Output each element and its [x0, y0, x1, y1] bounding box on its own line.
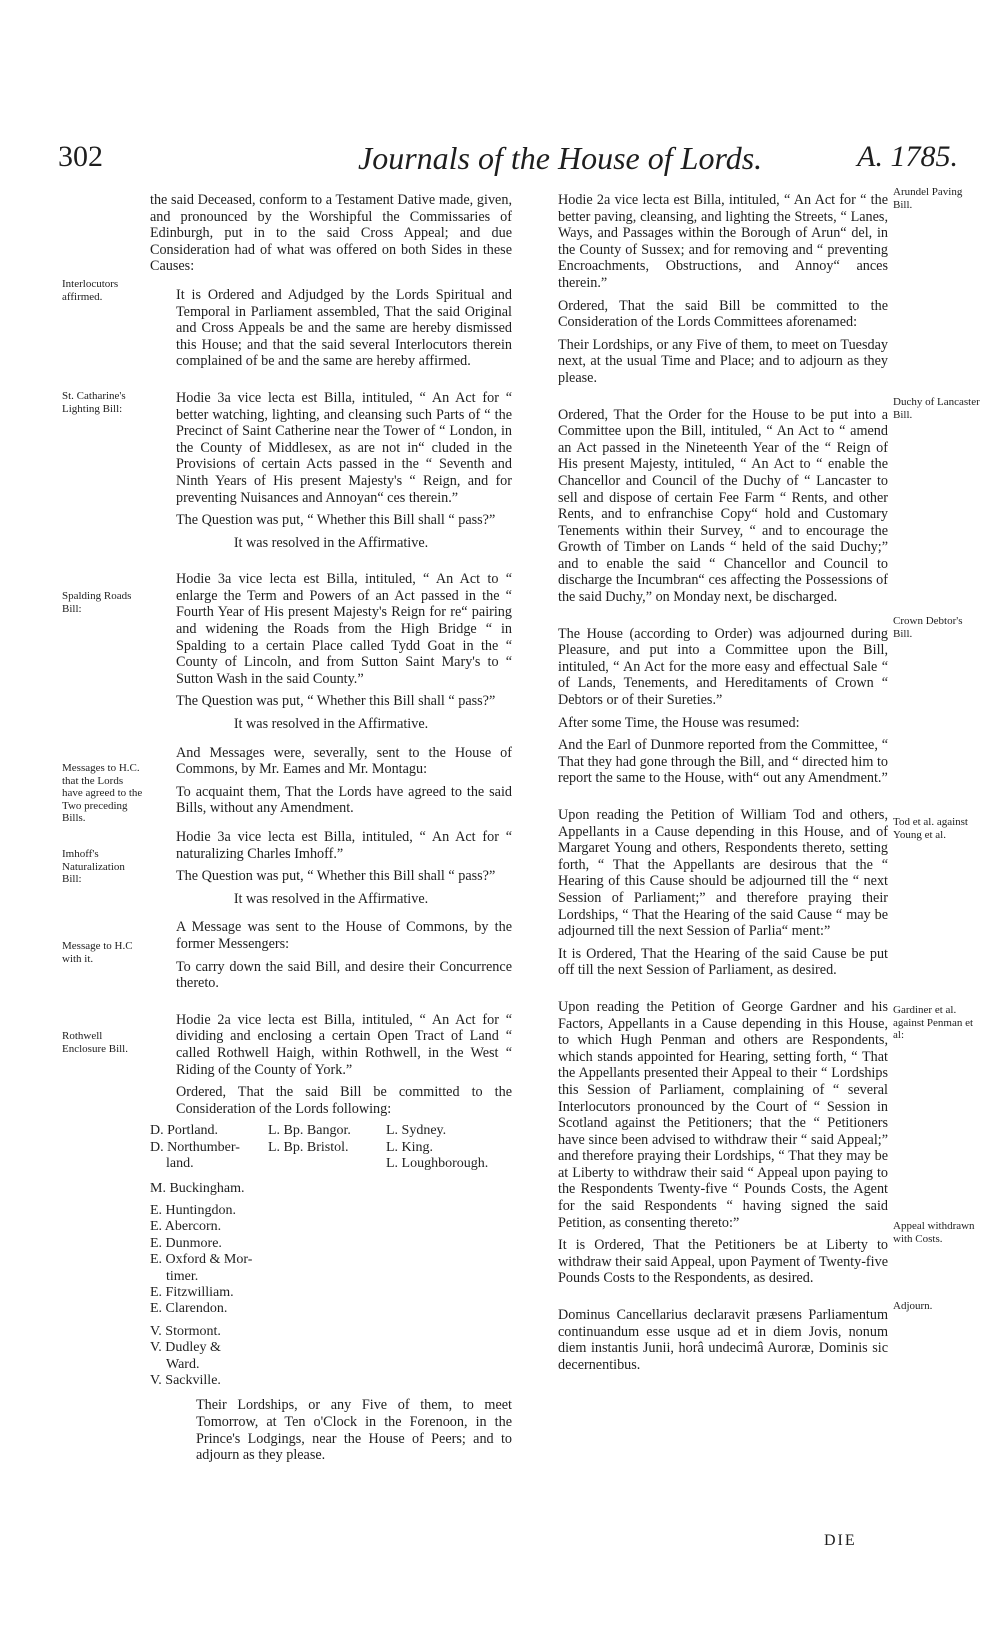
margin-note: Tod et al. against Young et al. [893, 816, 968, 841]
margin-note: Spalding Roads Bill: [62, 590, 132, 615]
lord-name: L. Bp. Bristol. [268, 1139, 349, 1155]
lord-name: E. Oxford & Mor- [150, 1252, 253, 1268]
paragraph: Their Lordships, or any Five of them, to meet Tomorrow, at Ten o'Clock in the Forenoon, in the Prince's Lodgings, near the House of Peers; and to adjourn as they please. [196, 1397, 512, 1464]
lord-name: timer. [166, 1268, 199, 1284]
lord-name: V. Dudley & [150, 1340, 221, 1356]
lord-name: L. Loughborough. [386, 1156, 489, 1172]
lord-name: L. King. [386, 1139, 434, 1155]
lord-name: D. Portland. [150, 1123, 219, 1139]
bill-reading: Hodie 3a vice lecta est Billa, intituled, “ An Act to “ enlarge the Term and Powers of an Act passed in the “ Fourth Year of His present Majesty's Reign for re“ pairing and widening the Roads from the High Bridge “ in Spalding to a certain Place called Tydd Goat in the “ County of Lincoln, and from Sutton Saint Mary's to “ Sutton Wash in the said County.” [176, 571, 512, 687]
lord-name: Ward. [166, 1356, 200, 1372]
bill-reading: Hodie 2a vice lecta est Billa, intituled, “ An Act for “ dividing and enclosing a certain Open Tract of Land “ called Rothwell Haigh, within Rothwell, in the West “ Riding of the County of York.” [176, 1011, 512, 1078]
lords-col-3 [386, 1123, 504, 1172]
margin-note: Imhoff's Naturalization Bill: [62, 848, 125, 885]
resolution-line: It was resolved in the Affirmative. [233, 534, 429, 551]
lord-name: E. Clarendon. [150, 1301, 228, 1317]
right-column [532, 192, 888, 1379]
bill-reading: Hodie 3a vice lecta est Billa, intituled, “ An Act for “ naturalizing Charles Imhoff.” [176, 829, 512, 862]
lord-name: E. Fitzwilliam. [150, 1284, 234, 1300]
lords-col-2 [268, 1123, 386, 1172]
petition-paragraph: Upon reading the Petition of George Gardner and his Factors, Appellants in a Cause depending in this House, to which Hugh Penman and others are Respondents, which stands appointed for Hearing, setting forth, “ That the Appellants presented their Appeal to their “ Lordships this Session of Parliament, complaining of “ several Interlocutors pronounced by the Court of “ Session in Scotland against the Petitioners; that the “ Petitioners have since been advised to withdraw their “ said Appeal;” and therefore praying their Lordships, “ That they may be at Liberty to withdraw their said “ Appeal upon paying to the Respondents Twenty-five “ Pounds Costs, the Agent for the said Respondents “ having signed the said Petition, as consenting thereto:” [558, 998, 888, 1231]
margin-note: Arundel Paving Bill. [893, 186, 963, 211]
margin-note: Duchy of Lancaster Bill. [893, 396, 980, 421]
bill-reading: Hodie 3a vice lecta est Billa, intituled, “ An Act for “ better watching, lighting, and cleansing such Parts of “ the Precinct of Saint Catherine near the Tower of “ London, in the County of Middlesex, as are not in“ cluded in the Provisions of certain Acts passed in the “ Seventh and Ninth Years of His present Majesty's “ Reign, and for preventing Nuisances and Annoyan“ ces therein.” [176, 389, 512, 506]
order-paragraph: It is Ordered, That the Petitioners be at Liberty to withdraw their said Appeal, upon Payment of Twenty-five Pounds Costs to the Respondents, as desired. [558, 1237, 888, 1287]
lord-name: V. Stormont. [150, 1323, 221, 1339]
paragraph: the said Deceased, conform to a Testament Dative made, given, and pronounced by the Worshipful the Commissaries of Edinburgh, put in to the said Cross Appeal; and due Consideration had of what was offered on both Sides in these Causes: [150, 192, 512, 275]
lords-committee-grid [150, 1123, 512, 1172]
year-label: A. 1785. [857, 140, 958, 173]
paragraph: The House (according to Order) was adjourned during Pleasure, and put into a Committee upon the Bill, intituled, “ An Act for the more easy and effectual Sale “ of Lands, Tenements, and Hereditaments of Crown “ Debtors or of their Sureties.” [558, 625, 888, 709]
paragraph: To acquaint them, That the Lords have agreed to the said Bills, without any Amendment. [176, 783, 512, 817]
paragraph: And the Earl of Dunmore reported from the Committee, “ That they had gone through the Bill, and “ directed him to report the same to the House, with“ out any Amendment.” [558, 737, 888, 787]
margin-note: Adjourn. [893, 1300, 933, 1312]
lord-name: E. Dunmore. [150, 1235, 222, 1251]
resolution-line: It was resolved in the Affirmative. [233, 890, 429, 907]
lord-name: V. Sackville. [150, 1373, 221, 1388]
margin-note: Messages to H.C. that the Lords have agreed to the Two preceding Bills. [62, 762, 143, 824]
order-paragraph: It is Ordered, That the Hearing of the said Cause be put off till the next Session of Parliament, as desired. [558, 945, 888, 979]
order-paragraph: Ordered, That the said Bill be committed to the Consideration of the Lords following: [176, 1084, 512, 1117]
lord-name: E. Abercorn. [150, 1219, 222, 1235]
paragraph: After some Time, the House was resumed: [558, 714, 800, 731]
paragraph: A Message was sent to the House of Commons, by the former Messengers: [176, 919, 512, 952]
bill-reading: Hodie 2a vice lecta est Billa, intituled, “ An Act for “ the better paving, cleansing, and lighting the Streets, “ Lanes, Ways, and Passages within the Borough of Arun“ del, in the County of Sussex; and for removing and “ preventing Encroachments, Obstructions, and Annoy“ ances therein.” [558, 192, 888, 291]
order-paragraph: Ordered, That the Order for the House to be put into a Committee upon the Bill, intituled, “ An Act to “ amend an Act passed in the Nineteenth Year of the “ Reign of His present Majesty, intituled, “ An Act to “ enable the Chancellor and Council of the Duchy of “ Lancaster to sell and dispose of certain Fee Farm “ Rents, and other Rents, and to enfranchise Copy“ hold and Customary Tenements within their Survey, “ and to encourage the Growth of Timber on Lands “ held of the said Duchy;” and to enable the said “ Chancellor and Council to discharge the Incumbran“ ces affecting the Possessions of the said Duchy,” on Monday next, be discharged. [558, 406, 888, 606]
question-line: The Question was put, “ Whether this Bill shall “ pass?” [176, 868, 496, 885]
lord-name: land. [166, 1156, 194, 1172]
paragraph: It is Ordered and Adjudged by the Lords Spiritual and Temporal in Parliament assembled, That the said Original and Cross Appeals be and the same are hereby dismissed this House; and that the said several Interlocutors therein complained of be and the same are hereby affirmed. [176, 286, 512, 370]
journal-title: Journals of the House of Lords. [358, 140, 763, 176]
margin-note: Rothwell Enclosure Bill. [62, 1030, 128, 1055]
margin-note: Gardiner et al. against Penman et al: [893, 1004, 974, 1041]
paragraph: And Messages were, severally, sent to the House of Commons, by Mr. Eames and Mr. Montagu: [176, 744, 512, 778]
lords-col-1 [150, 1123, 268, 1172]
left-column [150, 192, 512, 1470]
page-header [58, 140, 958, 186]
lords-list [150, 1181, 512, 1390]
lord-name: D. Northumber- [150, 1139, 240, 1155]
question-line: The Question was put, “ Whether this Bill shall “ pass?” [176, 512, 496, 529]
adjournment-paragraph: Dominus Cancellarius declaravit præsens Parliamentum continuandum esse usque ad et in diem Jovis, nonum diem instantis Junii, horâ undecimâ Auroræ, Dominis sic decernentibus. [558, 1307, 888, 1373]
lord-name: L. Bp. Bangor. [268, 1123, 351, 1139]
lord-name: M. Buckingham. [150, 1180, 245, 1196]
lord-name: L. Sydney. [386, 1123, 447, 1139]
margin-note: Crown Debtor's Bill. [893, 615, 963, 640]
margin-note: Appeal withdrawn with Costs. [893, 1220, 975, 1245]
paragraph: Their Lordships, or any Five of them, to meet on Tuesday next, at the usual Time and Place; and to adjourn as they please. [558, 336, 888, 386]
lord-name: E. Huntingdon. [150, 1202, 236, 1218]
catchword: DIE [824, 1532, 857, 1549]
margin-note: St. Catharine's Lighting Bill: [62, 390, 126, 415]
margin-note: Interlocutors affirmed. [62, 278, 119, 303]
page-number: 302 [58, 140, 103, 173]
paragraph: To carry down the said Bill, and desire their Concurrence thereto. [176, 958, 512, 992]
margin-note: Message to H.C with it. [62, 940, 133, 965]
petition-paragraph: Upon reading the Petition of William Tod and others, Appellants in a Cause depending in this House, and of Margaret Young and others, Respondents thereto, setting forth, “ That the Appellants are desirous that the “ Hearing of this Cause should be adjourned till the “ next Session of Parliament;” and therefore praying their Lordships, “ That the Hearing of the said Cause “ may be adjourned till the next Session of Parlia“ ment:” [558, 807, 888, 940]
question-line: The Question was put, “ Whether this Bill shall “ pass?” [176, 693, 496, 710]
order-paragraph: Ordered, That the said Bill be committed to the Consideration of the Lords Committees aforenamed: [558, 297, 888, 331]
resolution-line: It was resolved in the Affirmative. [233, 716, 429, 733]
